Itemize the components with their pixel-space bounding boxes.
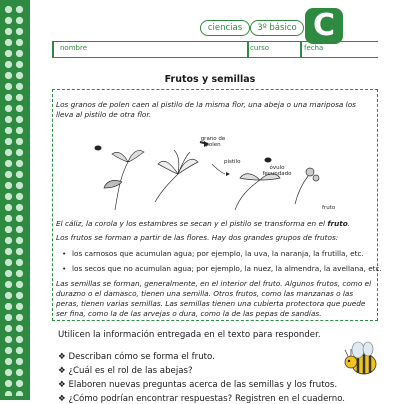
question-4: [58, 394, 345, 404]
bullet-dot: •: [62, 264, 67, 273]
label-pollen-grain: grano de polen: [200, 136, 226, 148]
paragraph-fruit-formation-part1: El cáliz, la corola y los estambres se secan y el pistilo se transforma en el: [56, 219, 328, 228]
question-bullet: ❖: [58, 366, 66, 376]
left-decorative-strip: [0, 0, 30, 400]
question-3-text: Elaboren nuevas preguntas acerca de las semillas y los frutos.: [68, 380, 338, 390]
question-1-text: Describan cómo se forma el fruto.: [68, 352, 215, 362]
question-4-text: ¿Cómo podrían encontrar respuestas? Registren en el cuaderno.: [68, 394, 346, 404]
paragraph-fruit-formation-part2: .: [347, 219, 351, 228]
label-fertilized-ovule: óvulo fecundado: [262, 165, 292, 177]
course-field-label: curso: [250, 44, 270, 52]
bullet-dot: •: [62, 249, 67, 258]
page-title: Frutos y semillas: [164, 74, 256, 85]
name-field-label: nombre: [60, 44, 88, 52]
date-field-label: fecha: [304, 44, 324, 52]
info-separator: [247, 41, 249, 58]
question-3: [58, 380, 337, 390]
question-1: [58, 352, 215, 362]
question-2-text: ¿Cuál es el rol de las abejas?: [68, 366, 193, 376]
paragraph-seeds: Las semillas se forman, generalmente, en el interior del fruto. Algunos frutos, como el durazno o el damasco, tienen una semilla. Otros frutos, como las manzanas o las peras, tienen varias semillas. Las semillas tienen una cubierta protectora que puede ser fina, como la de las arvejas o dura, como la de las pepas de sandías.: [56, 279, 372, 318]
question-2: [58, 366, 193, 376]
bullet-fleshy-fruits: los carnosos que acumulan agua; por ejemplo, la uva, la naranja, la frutilla, etc.: [72, 249, 364, 258]
info-separator: [52, 41, 54, 58]
level-badge: C: [305, 8, 343, 44]
instructions-text: Utilicen la información entregada en el texto para responder.: [58, 330, 321, 340]
label-fruit: fruto: [322, 205, 336, 211]
question-bullet: ❖: [58, 380, 66, 390]
paragraph-fruit-groups: Los frutos se forman a partir de las flores. Hay dos grandes grupos de frutos:: [56, 233, 339, 242]
grade-label: 3º básico: [250, 20, 304, 36]
bee-mascot-icon: [340, 338, 382, 382]
question-bullet: ❖: [58, 352, 66, 362]
student-info-bar: [52, 41, 378, 58]
bullet-dry-fruits: los secos que no acumulan agua; por ejemplo, la nuez, la almendra, la avellana, etc.: [72, 264, 382, 273]
dot-pattern: [3, 4, 25, 396]
question-bullet: ❖: [58, 394, 66, 404]
intro-paragraph: Los granos de polen caen al pistilo de la misma flor, una abeja o una mariposa los lleva al pistilo de otra flor.: [56, 100, 356, 119]
label-pistil: pistilo: [224, 159, 241, 165]
info-separator: [300, 41, 302, 58]
paragraph-fruit-formation: [56, 219, 374, 229]
fruit-bold-word: fruto: [327, 219, 348, 228]
subject-label: ciencias: [200, 20, 250, 36]
